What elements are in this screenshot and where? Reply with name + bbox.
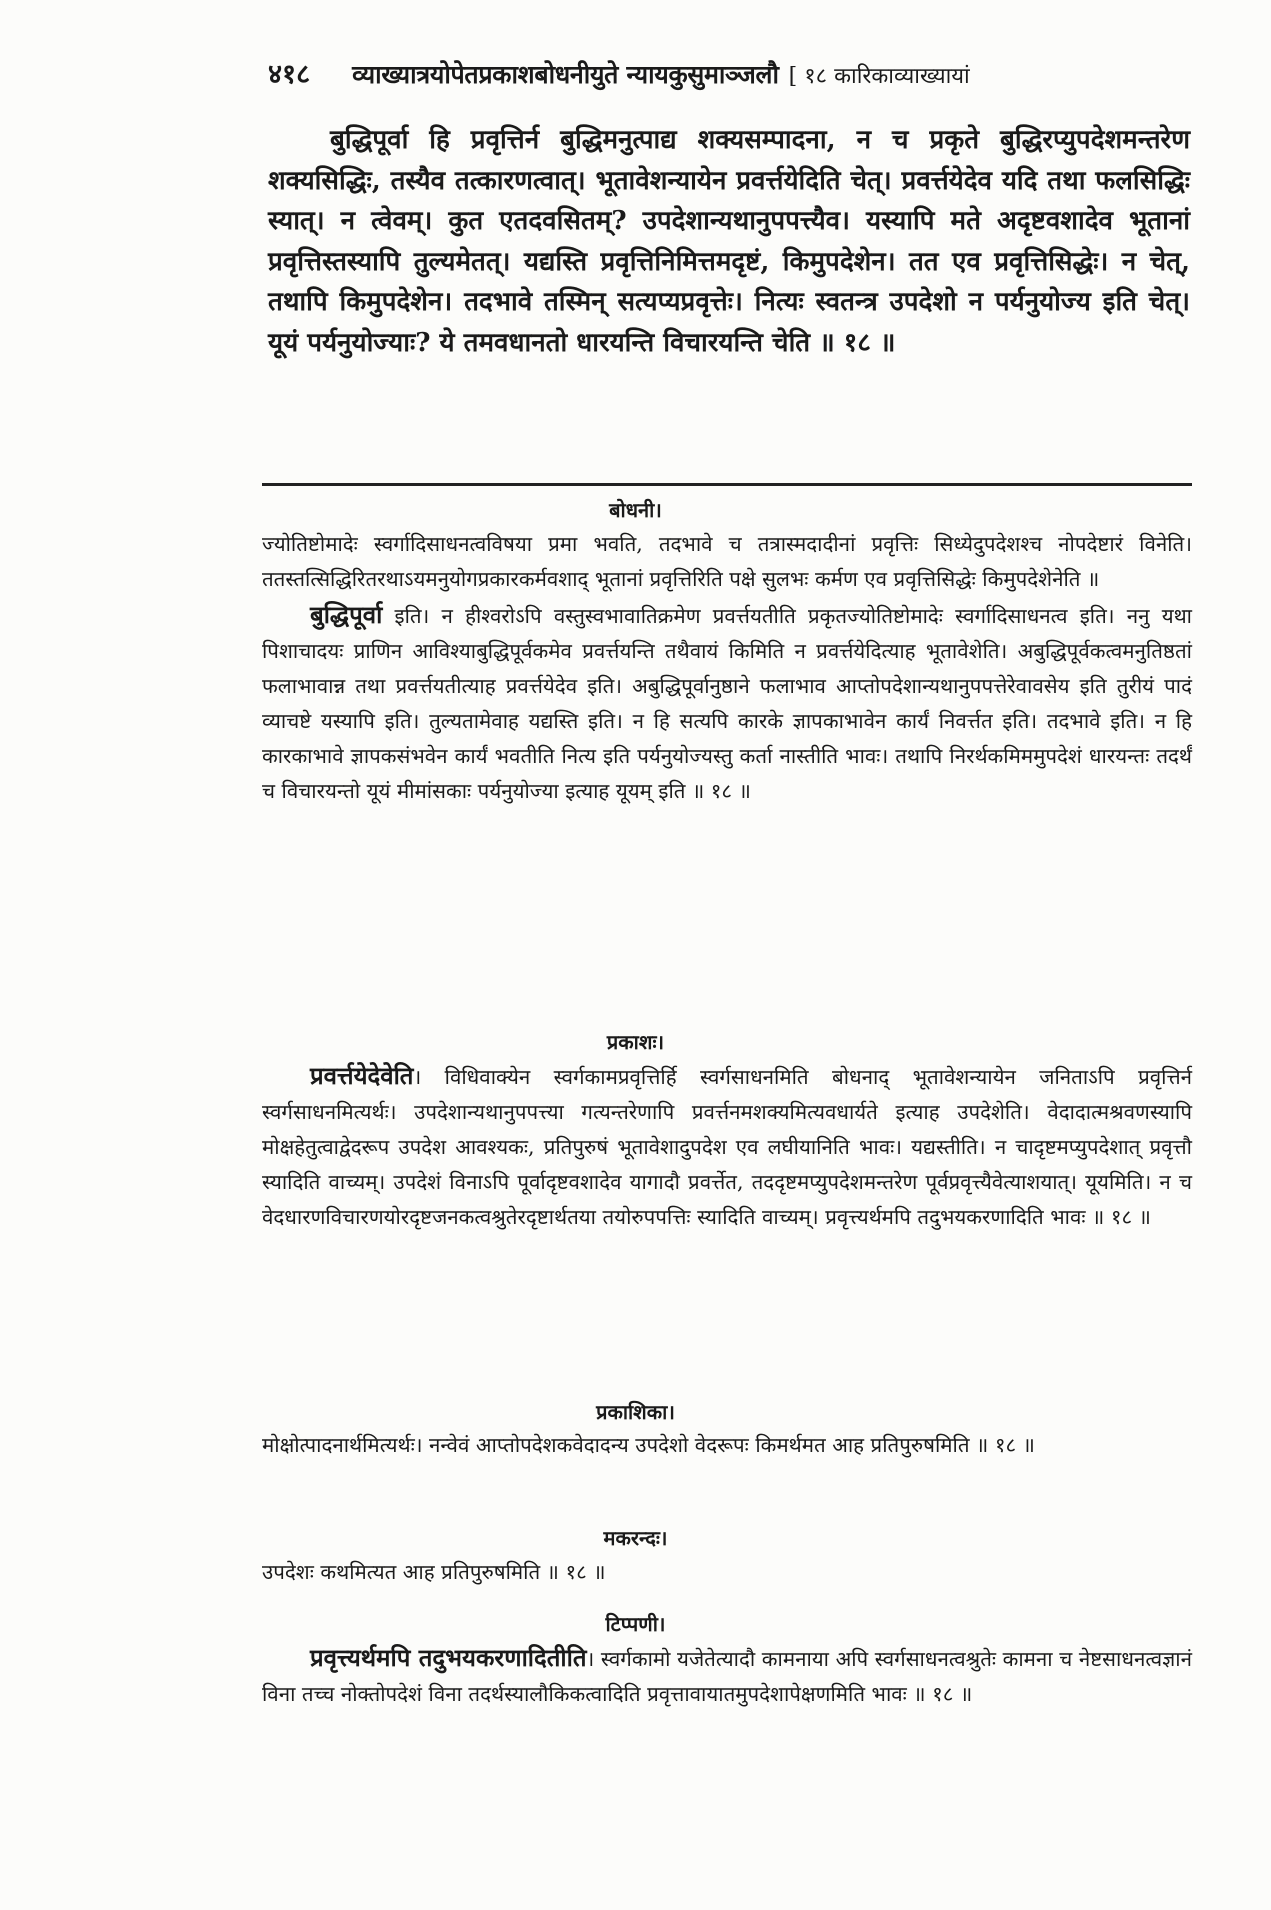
commentary-prakasha [262,1058,1192,1235]
commentary-heading-prakasha: प्रकाशः। [606,1030,665,1054]
paragraph-text: उपदेशः कथमित्यत आह प्रतिपुरुषमिति ॥ १८ ॥ [262,1560,606,1584]
paragraph-text: । स्वर्गकामो यजेतेत्यादौ कामनाया अपि स्वर्गसाधनत्वश्रुतेः कामना च नेष्टसाधनत्वज्ञानं विना तच्च नोक्तोपदेशं विना तदर्थस्यालौकिकत्वादिति प्रवृत्तावायातमुपदेशापेक्षणमिति भावः ॥ १८ ॥ [262,1647,1192,1706]
paragraph-text: । विधिवाक्येन स्वर्गकामप्रवृत्तिर्हि स्वर्गसाधनमिति बोधनाद् भूतावेशन्यायेन जनिताऽपि प्रवृत्तिर्न स्वर्गसाधनमित्यर्थः। उपदेशान्यथानुपपत्त्या गत्यन्तरेणापि प्रवर्त्तनमशक्यमित्यवधार्यते इत्याह उपदेशेति। वेदादात्मश्रवणस्यापि मोक्षहेतुत्वाद्वेदरूप उपदेश आवश्यकः, प्रतिपुरुषं भूतावेशादुपदेश एव लघीयानिति भावः। यद्यस्तीति। न चादृष्टमप्युपदेशात् प्रवृत्तौ स्यादिति वाच्यम्। उपदेशं विनाऽपि पूर्वादृष्टवशादेव यागादौ प्रवर्त्तेत, तददृष्टमप्युपदेशमन्तरेण पूर्वप्रवृत्त्यैवेत्याशयात्। यूयमिति। न च वेदधारणविचारणयोरदृष्टजनकत्वश्रुतेरदृष्टार्थतया तयोरुपपत्तिः स्यादिति वाच्यम्। प्रवृत्त्यर्थमपि तदुभयकरणादिति भावः ॥ १८ ॥ [262,1065,1192,1229]
paragraph-lead: प्रवर्त्तयेदेवेति [310,1061,414,1090]
running-header [268,54,1198,104]
bodhani-paragraph-1 [262,527,1192,597]
commentary-heading-tippani: टिप्पणी। [605,1612,666,1636]
commentary-heading-makaranda: मकरन्दः। [603,1526,668,1550]
prakashika-paragraph-1 [262,1428,1192,1463]
makaranda-paragraph-1 [262,1555,1192,1590]
divider-rule [262,483,1192,486]
commentary-heading-bodhani: बोधनी। [609,498,662,522]
running-section: [ १८ कारिकाव्याख्यायां [788,64,970,89]
paragraph-text: ज्योतिष्टोमादेः स्वर्गादिसाधनत्वविषया प्रमा भवति, तदभावे च तत्रास्मदादीनां प्रवृत्तिः सिध्येदुपदेशश्च नोपदेष्टारं विनेति। ततस्तत्सिद्धिरितरथाऽयमनुयोगप्रकारकर्मवशाद् भूतानां प्रवृत्तिरिति पक्षे सुलभः कर्मण एव प्रवृत्तिसिद्धेः किमुपदेशेनेति ॥ [262,532,1192,591]
commentary-tippani [262,1640,1192,1712]
commentary-makaranda [262,1555,1192,1590]
paragraph-lead: बुद्धिपूर्वा [310,600,383,629]
paragraph-lead: प्रवृत्त्यर्थमपि तदुभयकरणादितीति [310,1643,587,1672]
paragraph-text: मोक्षोत्पादनार्थमित्यर्थः। नन्वेवं आप्तोपदेशकवेदादन्य उपदेशो वेदरूपः किमर्थमत आह प्रतिपुरुषमिति ॥ १८ ॥ [262,1433,1035,1457]
page-number: ४१८ [268,59,311,90]
bodhani-paragraph-2 [262,597,1192,809]
running-title: व्याख्यात्रयोपेतप्रकाशबोधनीयुते न्यायकुसुमाञ्जलौ [352,60,779,89]
tippani-paragraph-1 [262,1640,1192,1712]
prakasha-paragraph-1 [262,1058,1192,1235]
commentary-prakashika [262,1428,1192,1463]
paragraph-text: इति। न हीश्वरोऽपि वस्तुस्वभावातिक्रमेण प्रवर्त्तयतीति प्रकृतज्योतिष्टोमादेः स्वर्गादिसाधनत्व इति। ननु यथा पिशाचादयः प्राणिन आविश्याबुद्धिपूर्वकमेव प्रवर्त्तयन्ति तथैवायं किमिति न प्रवर्त्तयेदित्याह भूतावेशेति। अबुद्धिपूर्वकत्वमनुतिष्ठतां फलाभावान्न तथा प्रवर्त्तयतीत्याह प्रवर्त्तयेदेव इति। अबुद्धिपूर्वानुष्ठाने फलाभाव आप्तोपदेशान्यथानुपपत्तेरेवावसेय इति तुरीयं पादं व्याचष्टे यस्यापि इति। तुल्यतामेवाह यद्यस्ति इति। न हि सत्यपि कारके ज्ञापकाभावेन कार्यं निवर्त्तत इति। तदभावे इति। न हि कारकाभावे ज्ञापकसंभवेन कार्यं भवतीति नित्य इति पर्यनुयोज्यस्तु कर्ता नास्तीति भावः। तथापि निरर्थकमिममुपदेशं धारयन्तः तदर्थं च विचारयन्तो यूयं मीमांसकाः पर्यनुयोज्या इत्याह यूयम् इति ॥ १८ ॥ [262,604,1192,803]
main-verse-commentary: बुद्धिपूर्वा हि प्रवृत्तिर्न बुद्धिमनुत्पाद्य शक्यसम्पादना, न च प्रकृते बुद्धिरप्युपदेशमन्तरेण शक्यसिद्धिः, तस्यैव तत्कारणत्वात्। भूतावेशन्यायेन प्रवर्त्तयेदिति चेत्। प्रवर्त्तयेदेव यदि तथा फलसिद्धिः स्यात्। न त्वेवम्। कुत एतदवसितम्? उपदेशान्यथानुपपत्त्यैव। यस्यापि मते अदृष्टवशादेव भूतानां प्रवृत्तिस्तस्यापि तुल्यमेतत्। यद्यस्ति प्रवृत्तिनिमित्तमदृष्टं, किमुपदेशेन। तत एव प्रवृत्तिसिद्धेः। न चेत्, तथापि किमुपदेशेन। तदभावे तस्मिन् सत्यप्यप्रवृत्तेः। नित्यः स्वतन्त्र उपदेशो न पर्यनुयोज्य इति चेत्। यूयं पर्यनुयोज्याः? ये तमवधानतो धारयन्ति विचारयन्ति चेति ॥ १८ ॥ [268,125,1190,358]
commentary-heading-prakashika: प्रकाशिका। [596,1400,675,1424]
commentary-bodhani [262,527,1192,809]
